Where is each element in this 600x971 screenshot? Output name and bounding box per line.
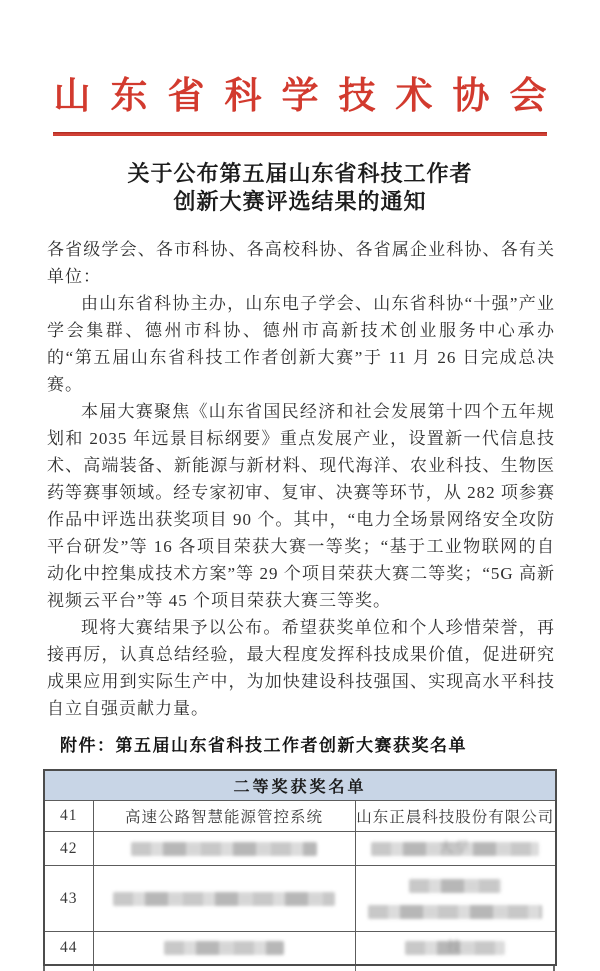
cell-project-name [93, 866, 355, 932]
redacted-text-block [94, 892, 355, 906]
redacted-text-block [356, 879, 556, 919]
cell-project-name [93, 932, 355, 965]
notice-body [47, 236, 555, 722]
notice-paragraph: 各省级学会、各市科协、各高校科协、各省属企业科协、各有关单位： [47, 240, 555, 287]
cell-organization-name [355, 832, 556, 866]
cell-rank-number: 41 [44, 801, 93, 832]
redacted-text-block [94, 842, 355, 856]
award-table-row [44, 932, 556, 965]
redacted-bar [113, 892, 335, 906]
redacted-bar [405, 941, 505, 955]
cell-organization-name [355, 932, 556, 965]
table-section-header-row [44, 770, 556, 801]
award-table-row [44, 832, 556, 866]
redacted-text-block [356, 941, 556, 955]
award-table-row [44, 866, 556, 932]
redacted-bar [131, 842, 317, 856]
redacted-visible-fragment: 大学 [439, 840, 472, 856]
notice-title-line2: 创新大赛评选结果的通知 [173, 189, 427, 215]
table-cutoff-row [43, 966, 555, 971]
table-cutoff-border [553, 966, 555, 971]
letterhead-red-divider [53, 132, 547, 136]
notice-title [0, 160, 600, 216]
cell-project-name: 高速公路智慧能源管控系统 [93, 801, 355, 832]
award-table-section [43, 769, 555, 971]
notice-paragraph: 本届大赛聚焦《山东省国民经济和社会发展第十四个五年规划和 2035 年远景目标纲要》重点发展产业，设置新一代信息技术、高端装备、新能源与新材料、现代海洋、农业科技、生物医药等赛事领域。经专家初审、复审、决赛等环节，从 282 项参赛作品中评选出获奖项目 90 个。其中，“电力全场景网络安全攻防平台研发”等 16 各项目荣获大赛一等奖；“基于工业物联网的自动化中控集成技术方案”等 29 个项目荣获大赛二等奖；“5G 高新视频云平台”等 45 个项目荣获大赛三等奖。 [47, 402, 555, 611]
redacted-text-block [356, 842, 556, 856]
cell-rank-number: 42 [44, 832, 93, 866]
notice-title-line1: 关于公布第五届山东省科技工作者 [127, 161, 473, 187]
attachment-label: 附件：第五届山东省科技工作者创新大赛获奖名单 [60, 736, 467, 756]
redacted-visible-fragment: 技 [447, 940, 464, 955]
redacted-bar [371, 842, 539, 856]
table-section-header: 二等奖获奖名单 [44, 770, 556, 801]
cell-rank-number: 43 [44, 866, 93, 932]
award-table [43, 769, 557, 966]
award-table-row [44, 801, 556, 832]
redacted-bar [409, 879, 501, 893]
letterhead-org-name: 山东省科学技术协会 [53, 76, 567, 117]
cell-rank-number: 44 [44, 932, 93, 965]
redacted-text-block [94, 941, 355, 955]
table-cutoff-border [355, 966, 356, 971]
cell-organization-name: 山东正晨科技股份有限公司 [355, 801, 556, 832]
notice-paragraph: 由山东省科协主办，山东电子学会、山东省科协“十强”产业学会集群、德州市科协、德州市高新技术创业服务中心承办的“第五届山东省科技工作者创新大赛”于 11 月 26 日完成总决赛。 [47, 294, 555, 395]
cell-organization-name [355, 866, 556, 932]
redacted-bar [368, 905, 542, 919]
cell-project-name [93, 832, 355, 866]
redacted-bar [164, 941, 284, 955]
notice-paragraph: 现将大赛结果予以公布。希望获奖单位和个人珍惜荣誉，再接再厉，认真总结经验，最大程度发挥科技成果价值，促进研究成果应用到实际生产中，为加快建设科技强国、实现高水平科技自立自强贡献力量。 [47, 618, 555, 719]
table-cutoff-border [43, 966, 45, 971]
table-cutoff-border [93, 966, 94, 971]
